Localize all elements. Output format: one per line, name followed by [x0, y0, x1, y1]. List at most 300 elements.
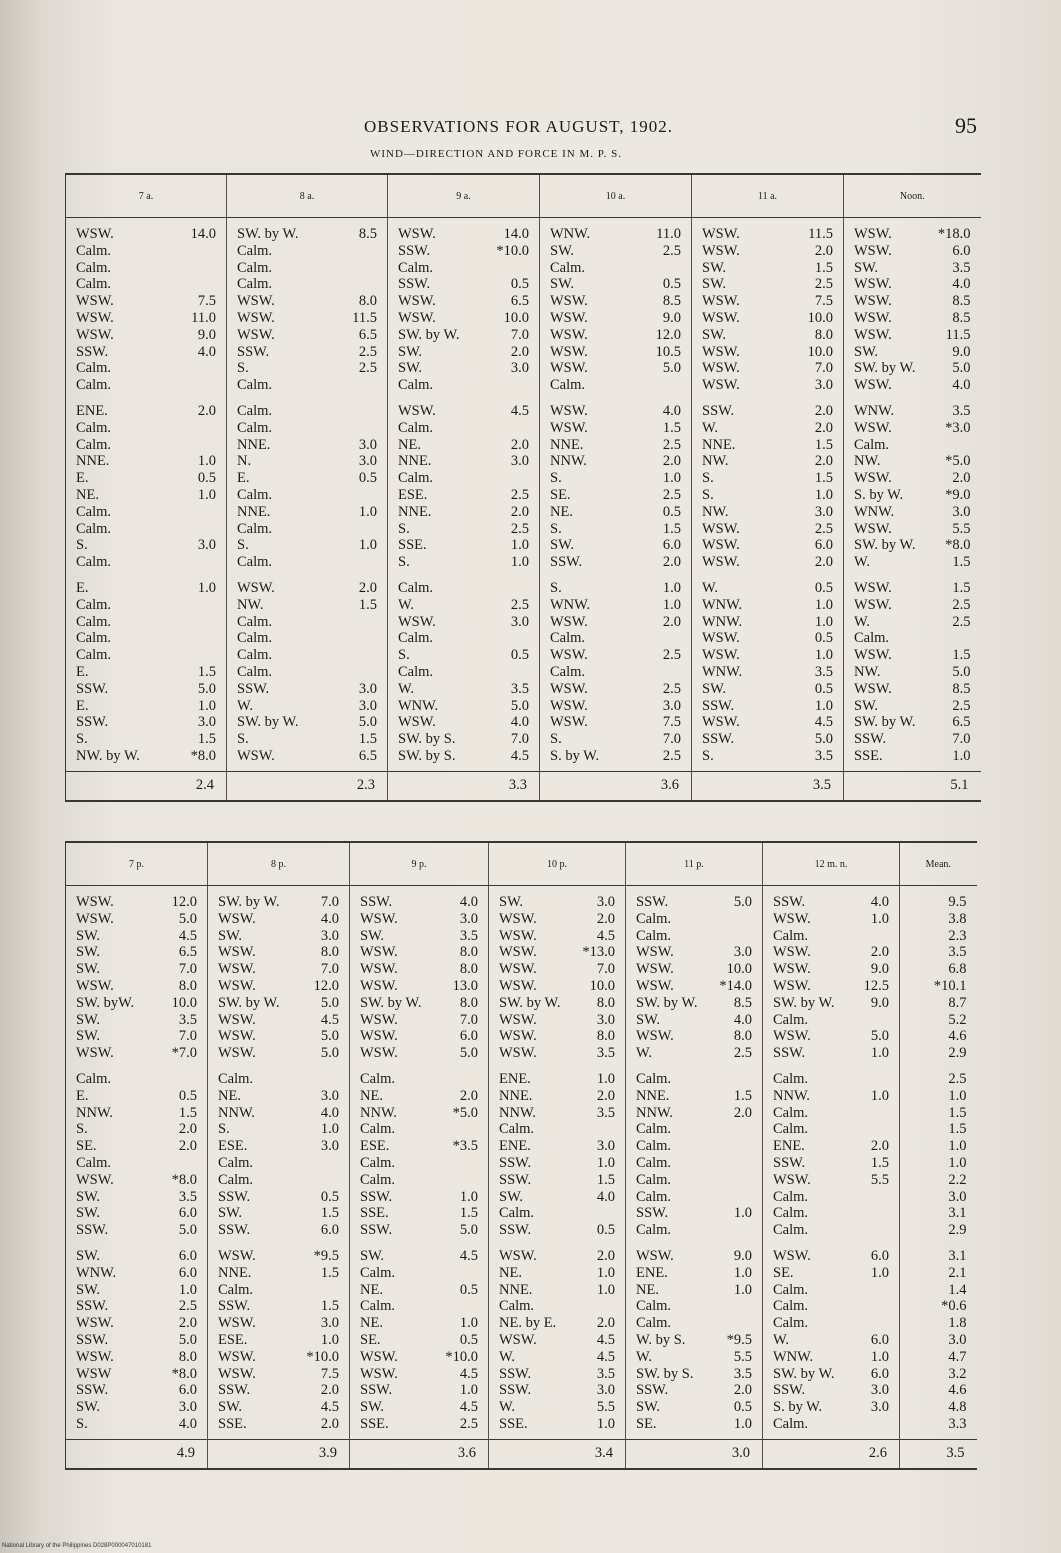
wind-force: 4.0	[870, 894, 889, 910]
evening-wind-table	[65, 841, 977, 1470]
observation-entry	[388, 748, 539, 765]
wind-force: 6.0	[870, 1247, 889, 1264]
wind-direction: E.	[76, 663, 89, 680]
wind-direction: SSW.	[854, 731, 887, 748]
wind-direction: WSW.	[702, 554, 740, 571]
observation-entry	[227, 470, 387, 487]
observation-entry	[489, 1028, 625, 1045]
observation-entry	[66, 1088, 207, 1105]
observation-entry	[66, 504, 226, 521]
wind-force: 1.5	[662, 520, 681, 537]
wind-force: 5.5	[952, 520, 971, 537]
wind-direction: NNE.	[499, 1281, 533, 1298]
wind-direction: S.	[76, 537, 88, 554]
observation-entry	[388, 470, 539, 487]
wind-force: 2.9	[948, 1045, 967, 1062]
wind-direction: SSW.	[773, 1045, 806, 1062]
wind-direction: WSW.	[76, 1045, 114, 1062]
wind-force: 13.0	[452, 977, 478, 994]
observation-entry	[208, 1012, 349, 1029]
wind-direction: WNW.	[550, 596, 591, 613]
wind-direction: SW. by W.	[360, 994, 422, 1011]
wind-force: 6.5	[358, 747, 377, 764]
wind-force: 1.5	[178, 1104, 197, 1121]
observation-entry	[540, 580, 691, 597]
observation-entry	[66, 580, 226, 597]
wind-direction: NW. by W.	[76, 747, 140, 764]
observation-entry	[227, 310, 387, 327]
wind-direction: WSW.	[499, 1011, 537, 1028]
wind-force: 2.0	[662, 453, 681, 470]
wind-force: 3.0	[358, 697, 377, 714]
wind-direction: SSW.	[76, 680, 109, 697]
wind-direction: Calm.	[76, 259, 112, 276]
wind-force: 1.8	[948, 1315, 967, 1332]
wind-force: 7.5	[814, 293, 833, 310]
observation-entry	[489, 1248, 625, 1265]
wind-force: 1.5	[948, 1104, 967, 1121]
wind-force: 8.5	[952, 680, 971, 697]
wind-force: 1.0	[197, 486, 216, 503]
column-header: 11 p.	[626, 842, 763, 886]
wind-direction: NE.	[550, 503, 573, 520]
wind-force: 0.5	[197, 470, 216, 487]
observation-entry	[66, 1071, 207, 1088]
observation-entry	[66, 487, 226, 504]
wind-force: *9.0	[945, 486, 971, 503]
wind-direction: SW.	[854, 343, 879, 360]
observation-entry	[626, 1105, 762, 1122]
observation-entry	[66, 344, 226, 361]
observation-entry	[66, 1155, 207, 1172]
observation-entry	[540, 420, 691, 437]
column-header: 9 p.	[350, 842, 489, 886]
wind-force: 3.5	[952, 402, 971, 419]
wind-force: 2.5	[662, 747, 681, 764]
column-header: 8 a.	[227, 174, 388, 218]
wind-direction: Calm.	[636, 1188, 672, 1205]
wind-force: *5.0	[452, 1104, 478, 1121]
wind-force: 4.0	[197, 343, 216, 360]
wind-force: 3.0	[358, 680, 377, 697]
observation-entry	[208, 1382, 349, 1399]
observation-entry	[692, 276, 843, 293]
observation-entry	[227, 521, 387, 538]
wind-force: 3.5	[178, 1188, 197, 1205]
wind-direction: Calm.	[773, 1121, 809, 1138]
observation-entry	[388, 276, 539, 293]
observation-entry	[540, 276, 691, 293]
wind-direction: WSW.	[218, 1247, 256, 1264]
observation-entry	[540, 377, 691, 394]
wind-force: 1.0	[510, 537, 529, 554]
observation-entry	[388, 487, 539, 504]
wind-direction: S.	[550, 579, 562, 596]
observation-entry	[208, 978, 349, 995]
wind-force: 3.0	[596, 894, 615, 910]
wind-force: 3.0	[358, 436, 377, 453]
wind-force: 0.5	[510, 276, 529, 293]
wind-force: 2.0	[870, 944, 889, 961]
observation-entry	[350, 944, 488, 961]
wind-direction: WSW.	[499, 944, 537, 961]
wind-force: 12.5	[863, 977, 889, 994]
wind-force: 2.5	[662, 436, 681, 453]
wind-force: 1.0	[952, 747, 971, 764]
wind-direction: WSW.	[702, 377, 740, 394]
observation-entry	[66, 1332, 207, 1349]
observation-entry	[388, 614, 539, 631]
column-mean: 5.1	[844, 771, 981, 801]
observation-entry	[540, 748, 691, 765]
wind-force: 8.5	[358, 226, 377, 242]
table-body-row	[66, 218, 981, 772]
wind-force: 2.0	[814, 402, 833, 419]
wind-force: 3.0	[814, 377, 833, 394]
observation-entry	[626, 1222, 762, 1239]
wind-force: 5.5	[596, 1399, 615, 1416]
wind-direction: S.	[76, 1415, 88, 1432]
wind-force: 1.0	[814, 613, 833, 630]
wind-force: 3.0	[510, 360, 529, 377]
column-mean: 3.5	[900, 1439, 977, 1469]
wind-direction: WSW.	[398, 293, 436, 310]
table-header-row	[66, 842, 977, 886]
observation-entry	[350, 1012, 488, 1029]
wind-force: 1.0	[197, 579, 216, 596]
wind-force: 3.8	[948, 910, 967, 927]
observation-entry	[900, 1315, 977, 1332]
observation-entry	[208, 1222, 349, 1239]
wind-direction: SSW.	[360, 894, 393, 910]
observation-entry	[692, 437, 843, 454]
observation-entry	[66, 614, 226, 631]
wind-direction: Calm.	[218, 1154, 254, 1171]
observation-entry	[626, 1028, 762, 1045]
observation-entry	[66, 1349, 207, 1366]
observation-entry	[489, 1189, 625, 1206]
wind-direction: W.	[702, 419, 718, 436]
wind-force: 5.0	[358, 714, 377, 731]
wind-direction: WSW.	[76, 1315, 114, 1332]
observation-entry	[388, 681, 539, 698]
wind-force: 2.5	[814, 276, 833, 293]
wind-direction: WSW.	[76, 1348, 114, 1365]
wind-force: 2.0	[814, 242, 833, 259]
observation-entry	[350, 1205, 488, 1222]
wind-direction: NNW.	[76, 1104, 113, 1121]
column-mean: 2.6	[763, 1439, 900, 1469]
wind-force: 3.0	[948, 1331, 967, 1348]
wind-force: 2.5	[510, 520, 529, 537]
wind-direction: W.	[773, 1331, 789, 1348]
wind-direction: WSW.	[360, 1011, 398, 1028]
wind-direction: SW. by W.	[218, 894, 280, 910]
wind-direction: Calm.	[773, 1315, 809, 1332]
wind-direction: N.	[237, 453, 252, 470]
wind-direction: Calm.	[237, 402, 273, 419]
wind-direction: SSW.	[237, 680, 270, 697]
observation-entry	[388, 731, 539, 748]
wind-force: 1.5	[662, 419, 681, 436]
wind-direction: Calm.	[76, 503, 112, 520]
wind-direction: NE.	[76, 486, 99, 503]
wind-direction: SSW.	[499, 1171, 532, 1188]
observation-entry	[900, 1088, 977, 1105]
observation-entry	[692, 327, 843, 344]
wind-force: 1.5	[197, 663, 216, 680]
wind-direction: WSW.	[636, 944, 674, 961]
wind-direction: WSW.	[360, 910, 398, 927]
observation-entry	[227, 614, 387, 631]
observation-entry	[350, 1071, 488, 1088]
wind-force: 1.0	[733, 1415, 752, 1432]
observation-entry	[66, 1416, 207, 1433]
wind-force: 5.0	[733, 894, 752, 910]
column-mean: 3.3	[388, 771, 540, 801]
wind-force: 4.6	[948, 1382, 967, 1399]
observation-entry	[350, 1298, 488, 1315]
wind-force: 3.0	[814, 503, 833, 520]
wind-direction: WSW.	[702, 226, 740, 242]
observation-entry	[208, 1105, 349, 1122]
observation-entry	[626, 1366, 762, 1383]
wind-direction: WSW.	[398, 226, 436, 242]
wind-force: 1.0	[814, 647, 833, 664]
wind-direction: E.	[237, 470, 250, 487]
observation-entry	[66, 748, 226, 765]
observation-entry	[66, 554, 226, 571]
observation-entry	[66, 470, 226, 487]
wind-direction: SSW.	[237, 343, 270, 360]
observation-entry	[66, 1189, 207, 1206]
observation-entry	[227, 537, 387, 554]
wind-force: 4.0	[320, 1104, 339, 1121]
wind-force: 14.0	[190, 226, 216, 242]
wind-direction: Calm.	[398, 470, 434, 487]
observation-entry	[66, 731, 226, 748]
observation-entry	[350, 1155, 488, 1172]
wind-force: 5.0	[814, 731, 833, 748]
observation-entry	[763, 995, 899, 1012]
wind-direction: Calm.	[773, 1011, 809, 1028]
wind-force: 4.5	[510, 402, 529, 419]
wind-force: 9.0	[870, 961, 889, 978]
observation-entry	[388, 243, 539, 260]
observation-entry	[489, 1205, 625, 1222]
wind-direction: SW.	[360, 1247, 385, 1264]
wind-direction: WSW.	[237, 579, 275, 596]
wind-direction: Calm.	[76, 377, 112, 394]
column-header: 11 a.	[692, 174, 844, 218]
wind-direction: WSW.	[499, 1331, 537, 1348]
wind-force: 6.0	[459, 1028, 478, 1045]
observation-entry	[388, 664, 539, 681]
wind-direction: WSW.	[76, 226, 114, 242]
wind-direction: WSW.	[550, 419, 588, 436]
wind-direction: WNW.	[702, 596, 743, 613]
wind-force: 4.0	[178, 1415, 197, 1432]
observation-entry	[692, 554, 843, 571]
wind-force: 1.0	[197, 697, 216, 714]
observation-entry	[692, 344, 843, 361]
wind-direction: WSW.	[76, 894, 114, 910]
observation-entry	[763, 1265, 899, 1282]
wind-force: 3.5	[459, 927, 478, 944]
observation-entry	[900, 1222, 977, 1239]
wind-force: 10.0	[807, 309, 833, 326]
wind-force: 6.0	[178, 1264, 197, 1281]
wind-direction: Calm.	[636, 1138, 672, 1155]
observation-entry	[540, 226, 691, 243]
wind-direction: W.	[854, 554, 870, 571]
observation-entry	[844, 647, 981, 664]
wind-direction: Calm.	[636, 1315, 672, 1332]
wind-force: 4.5	[510, 747, 529, 764]
observation-entry	[900, 1121, 977, 1138]
wind-direction: SSW.	[398, 276, 431, 293]
wind-direction: W.	[499, 1348, 515, 1365]
wind-direction: W.	[499, 1399, 515, 1416]
wind-direction: S. by W.	[854, 486, 904, 503]
wind-direction: WSW.	[218, 1348, 256, 1365]
wind-force: 4.5	[459, 1247, 478, 1264]
observation-entry	[66, 664, 226, 681]
wind-direction: SW.	[499, 894, 524, 910]
wind-force: 3.0	[320, 1138, 339, 1155]
wind-force: 2.0	[814, 419, 833, 436]
wind-force: 2.0	[197, 402, 216, 419]
observation-entry	[66, 630, 226, 647]
wind-direction: WSW.	[854, 326, 892, 343]
wind-force: 1.5	[358, 596, 377, 613]
wind-direction: E.	[76, 697, 89, 714]
wind-direction: Calm.	[76, 647, 112, 664]
observation-entry	[900, 1028, 977, 1045]
observation-entry	[844, 437, 981, 454]
observation-entry	[350, 1366, 488, 1383]
observation-entry	[844, 327, 981, 344]
wind-direction: WSW.	[499, 1045, 537, 1062]
observation-entry	[208, 1315, 349, 1332]
wind-direction: SW. byW.	[76, 994, 135, 1011]
observation-entry	[208, 1349, 349, 1366]
wind-force: 7.0	[814, 360, 833, 377]
wind-direction: SSW.	[702, 402, 735, 419]
observation-entry	[388, 698, 539, 715]
wind-direction: Calm.	[499, 1298, 535, 1315]
wind-force: 8.0	[459, 944, 478, 961]
observation-entry	[66, 1222, 207, 1239]
wind-force: 5.2	[948, 1011, 967, 1028]
wind-force: 3.0	[870, 1399, 889, 1416]
observation-entry	[208, 1189, 349, 1206]
observation-entry	[540, 260, 691, 277]
wind-direction: WSW.	[854, 520, 892, 537]
observation-entry	[692, 226, 843, 243]
observation-entry	[388, 647, 539, 664]
observation-entry	[388, 580, 539, 597]
column-cell	[66, 886, 208, 1440]
wind-direction: Calm.	[398, 377, 434, 394]
wind-direction: Calm.	[218, 1070, 254, 1087]
wind-direction: WSW.	[854, 470, 892, 487]
wind-direction: NNW.	[218, 1104, 255, 1121]
observation-entry	[66, 928, 207, 945]
wind-force: 1.0	[596, 1154, 615, 1171]
wind-direction: WSW.	[854, 293, 892, 310]
wind-force: 3.0	[870, 1382, 889, 1399]
observation-entry	[227, 226, 387, 243]
observation-entry	[692, 698, 843, 715]
wind-direction: NNW.	[773, 1087, 810, 1104]
observation-entry	[844, 698, 981, 715]
observation-entry	[692, 453, 843, 470]
observation-entry	[350, 911, 488, 928]
wind-direction: NE.	[499, 1264, 522, 1281]
wind-direction: NE.	[398, 436, 421, 453]
observation-entry	[692, 537, 843, 554]
observation-entry	[844, 276, 981, 293]
wind-force: 2.5	[510, 486, 529, 503]
wind-direction: WSW.	[702, 520, 740, 537]
observation-entry	[900, 1349, 977, 1366]
wind-direction: SW.	[218, 927, 243, 944]
observation-entry	[208, 944, 349, 961]
observation-entry	[489, 1138, 625, 1155]
wind-direction: SSW.	[218, 1222, 251, 1239]
wind-direction: WSW.	[360, 1365, 398, 1382]
wind-force: 1.0	[733, 1205, 752, 1222]
observation-entry	[66, 597, 226, 614]
observation-entry	[900, 928, 977, 945]
wind-force: 0.5	[459, 1281, 478, 1298]
wind-force: 7.5	[197, 293, 216, 310]
wind-force: 6.5	[510, 293, 529, 310]
wind-direction: WSW.	[218, 1045, 256, 1062]
wind-direction: WNW.	[773, 1348, 814, 1365]
wind-force: 2.9	[948, 1222, 967, 1239]
observation-entry	[900, 1399, 977, 1416]
wind-force: 1.0	[662, 579, 681, 596]
observation-entry	[489, 1416, 625, 1433]
observation-entry	[900, 1172, 977, 1189]
observation-entry	[489, 995, 625, 1012]
observation-entry	[692, 360, 843, 377]
observation-entry	[626, 1088, 762, 1105]
wind-direction: WSW.	[76, 309, 114, 326]
wind-direction: SSW.	[550, 554, 583, 571]
wind-force: 5.0	[870, 1028, 889, 1045]
wind-force: 2.0	[510, 503, 529, 520]
wind-direction: SW. by W.	[237, 226, 299, 242]
wind-direction: Calm.	[636, 1070, 672, 1087]
wind-direction: SW.	[854, 259, 879, 276]
observation-entry	[692, 260, 843, 277]
observation-entry	[540, 597, 691, 614]
wind-direction: NNE.	[76, 453, 110, 470]
observation-entry	[844, 453, 981, 470]
observation-entry	[540, 344, 691, 361]
wind-direction: WSW.	[636, 1028, 674, 1045]
observation-entry	[66, 260, 226, 277]
wind-direction: WSW.	[218, 1011, 256, 1028]
wind-direction: Calm.	[76, 436, 112, 453]
wind-force: 2.5	[662, 647, 681, 664]
wind-direction: NW.	[237, 596, 264, 613]
wind-direction: NE.	[360, 1281, 383, 1298]
wind-direction: SW.	[76, 944, 101, 961]
